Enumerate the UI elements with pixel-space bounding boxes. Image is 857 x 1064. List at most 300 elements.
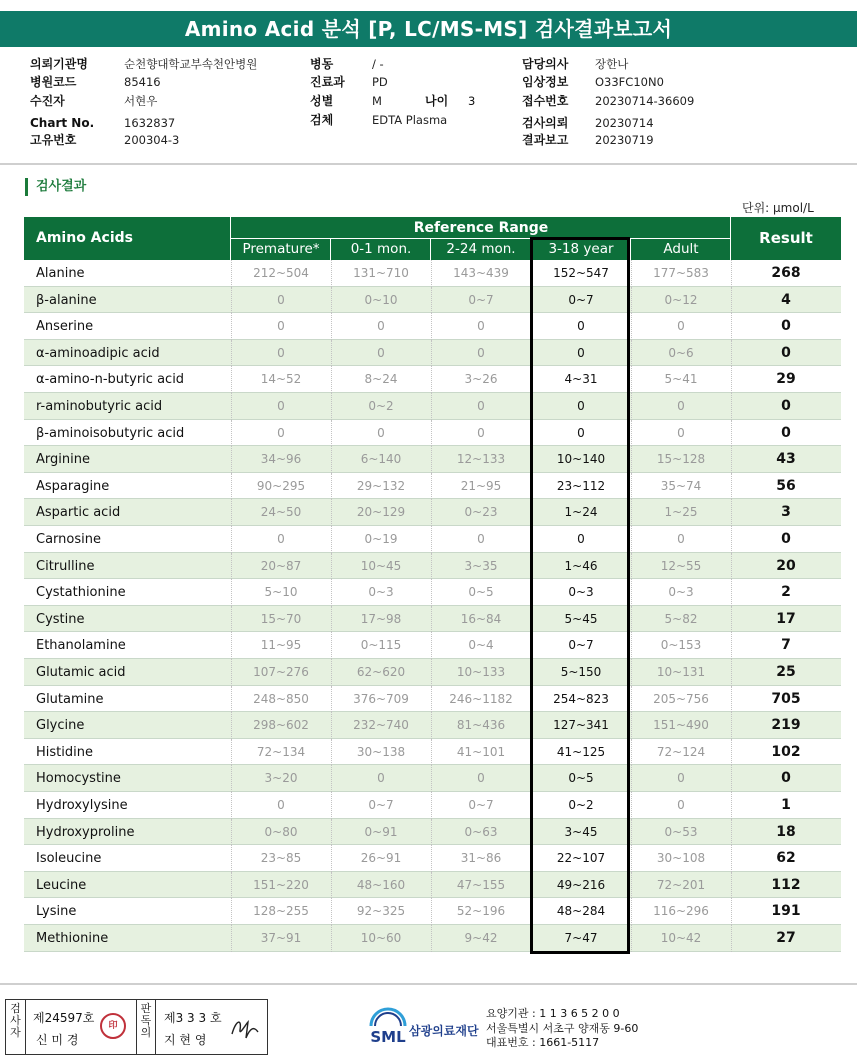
cell-divider xyxy=(631,872,632,899)
cell-divider xyxy=(431,420,432,447)
reference-range-cell: 205~756 xyxy=(653,691,709,706)
amino-acid-name: Asparagine xyxy=(36,478,110,494)
reference-range-cell: 48~284 xyxy=(556,904,606,919)
reference-range-cell: 116~296 xyxy=(653,904,709,919)
cell-divider xyxy=(331,792,332,819)
table-row xyxy=(24,313,841,340)
cell-divider xyxy=(531,393,532,420)
reference-range-cell: 29~132 xyxy=(356,478,406,493)
reference-range-cell: 254~823 xyxy=(553,691,609,706)
header-divider xyxy=(430,238,431,260)
cell-divider xyxy=(531,579,532,606)
age-value: 3 xyxy=(468,94,476,108)
result-value: 20 xyxy=(776,557,796,574)
reference-range-cell: 24~50 xyxy=(260,505,302,520)
cell-divider xyxy=(331,819,332,846)
amino-acid-name: Methionine xyxy=(36,931,109,946)
cell-divider xyxy=(431,473,432,500)
table-row xyxy=(24,393,841,420)
reviewer-name: 지 현 영 xyxy=(164,1033,207,1047)
reference-range-cell: 0~3 xyxy=(368,585,394,600)
amino-acid-name: Aspartic acid xyxy=(36,505,121,521)
cell-divider xyxy=(231,313,232,340)
reference-range-cell: 151~490 xyxy=(653,718,709,733)
reference-range-cell: 298~602 xyxy=(253,718,309,733)
cell-divider xyxy=(331,606,332,633)
cell-divider xyxy=(331,845,332,872)
cell-divider xyxy=(231,792,232,819)
table-row xyxy=(24,686,841,713)
cell-divider xyxy=(231,260,232,287)
reference-range-cell: 41~101 xyxy=(456,744,506,759)
result-value: 1 xyxy=(781,797,791,813)
result-value: 219 xyxy=(771,717,801,734)
cell-divider xyxy=(431,606,432,633)
reference-range-cell: 1~24 xyxy=(564,505,598,520)
result-value: 43 xyxy=(776,451,796,468)
cell-divider xyxy=(631,260,632,287)
header-range-premature: Premature* xyxy=(242,241,320,257)
table-row xyxy=(24,606,841,633)
cell-divider xyxy=(631,739,632,766)
reference-range-cell: 0 xyxy=(277,399,285,413)
reference-range-cell: 3~35 xyxy=(464,558,498,573)
cell-divider xyxy=(431,739,432,766)
reference-range-cell: 0 xyxy=(477,319,485,334)
amino-acid-name: Arginine xyxy=(36,452,90,468)
reference-range-cell: 0~6 xyxy=(668,345,694,360)
cell-divider xyxy=(531,712,532,739)
reference-range-cell: 20~129 xyxy=(356,505,406,520)
table-row xyxy=(24,712,841,739)
amino-acid-name: Hydroxylysine xyxy=(36,798,128,813)
reference-range-cell: 26~91 xyxy=(360,851,402,866)
reference-range-cell: 10~140 xyxy=(556,452,606,467)
table-row xyxy=(24,792,841,819)
header-amino-acids: Amino Acids xyxy=(36,230,133,246)
cell-divider xyxy=(531,260,532,287)
cell-divider xyxy=(231,499,232,526)
reference-range-cell: 23~112 xyxy=(556,478,606,493)
sml-logo-icon xyxy=(365,1006,411,1050)
reference-range-cell: 0~63 xyxy=(464,824,498,839)
cell-divider xyxy=(631,579,632,606)
cell-divider xyxy=(431,499,432,526)
cell-divider xyxy=(231,659,232,686)
reference-range-cell: 0 xyxy=(477,425,485,440)
cell-divider xyxy=(531,819,532,846)
cell-divider xyxy=(331,446,332,473)
cell-divider xyxy=(531,499,532,526)
svg-text:SML: SML xyxy=(370,1028,406,1046)
cell-divider xyxy=(631,765,632,792)
reference-range-cell: 47~155 xyxy=(456,877,506,892)
cell-divider xyxy=(431,819,432,846)
cell-divider xyxy=(431,526,432,553)
reference-range-cell: 0~91 xyxy=(364,824,398,839)
reference-range-cell: 10~45 xyxy=(360,558,402,573)
cell-divider xyxy=(531,659,532,686)
reference-range-cell: 246~1182 xyxy=(449,691,513,706)
cell-divider xyxy=(631,499,632,526)
org-name: 삼광의료재단 xyxy=(409,1024,479,1038)
header-reference-range: Reference Range xyxy=(413,220,549,236)
cell-divider xyxy=(231,686,232,713)
table-row xyxy=(24,287,841,314)
reference-range-cell: 0~7 xyxy=(368,798,394,812)
cell-divider xyxy=(431,845,432,872)
reference-range-cell: 92~325 xyxy=(356,904,406,919)
cell-divider xyxy=(431,553,432,580)
table-row xyxy=(24,553,841,580)
reference-range-cell: 0~7 xyxy=(568,638,594,653)
cell-divider xyxy=(631,526,632,553)
reference-range-cell: 30~138 xyxy=(356,744,406,759)
amino-acid-name: Ethanolamine xyxy=(36,638,126,654)
amino-acid-name: β-aminoisobutyric acid xyxy=(36,425,185,441)
cell-divider xyxy=(331,393,332,420)
cell-divider xyxy=(231,420,232,447)
cell-divider xyxy=(531,473,532,500)
cell-divider xyxy=(631,366,632,393)
reference-range-cell: 10~131 xyxy=(656,665,706,679)
amino-acid-name: Glutamic acid xyxy=(36,665,126,680)
amino-acid-name: Anserine xyxy=(36,319,94,335)
table-row xyxy=(24,340,841,367)
reference-range-cell: 0~5 xyxy=(568,771,594,786)
reference-range-cell: 20~87 xyxy=(260,558,302,573)
reference-range-cell: 0~4 xyxy=(468,638,494,653)
header-divider xyxy=(330,238,331,260)
cell-divider xyxy=(431,366,432,393)
cell-divider xyxy=(231,898,232,925)
result-value: 27 xyxy=(776,930,796,946)
header-range-3-18-year: 3-18 year xyxy=(548,241,614,257)
cell-divider xyxy=(631,712,632,739)
seal-stamp: 印 xyxy=(100,1013,126,1039)
cell-divider xyxy=(231,366,232,393)
reference-range-cell: 0~7 xyxy=(468,292,494,307)
table-row xyxy=(24,526,841,553)
table-row xyxy=(24,819,841,846)
table-row xyxy=(24,420,841,447)
amino-acid-name: Alanine xyxy=(36,266,85,281)
result-value: 0 xyxy=(781,398,791,414)
cell-divider xyxy=(431,659,432,686)
cell-divider xyxy=(531,898,532,925)
reference-range-cell: 152~547 xyxy=(553,266,609,280)
cell-divider xyxy=(231,553,232,580)
result-value: 56 xyxy=(776,477,796,494)
reference-range-cell: 0 xyxy=(277,425,285,440)
reference-range-cell: 107~276 xyxy=(253,665,309,679)
table-row xyxy=(24,739,841,766)
cell-divider xyxy=(231,632,232,659)
result-value: 0 xyxy=(781,424,791,441)
reference-range-cell: 0 xyxy=(577,319,585,334)
cell-divider xyxy=(231,393,232,420)
reference-range-cell: 0 xyxy=(277,345,285,360)
result-value: 2 xyxy=(781,584,791,601)
result-value: 7 xyxy=(781,637,791,654)
reference-range-cell: 0 xyxy=(577,532,585,546)
reference-range-cell: 3~45 xyxy=(564,824,598,839)
reference-range-cell: 0 xyxy=(277,532,285,546)
reference-range-cell: 0~2 xyxy=(368,399,394,413)
reference-range-cell: 30~108 xyxy=(656,851,706,866)
cell-divider xyxy=(231,739,232,766)
reference-range-cell: 21~95 xyxy=(460,478,502,493)
reference-range-cell: 177~583 xyxy=(653,266,709,280)
header-range-adult: Adult xyxy=(663,241,699,257)
table-row xyxy=(24,499,841,526)
reference-range-cell: 0 xyxy=(577,399,585,413)
amino-acid-name: Cystathionine xyxy=(36,585,126,601)
reference-range-cell: 0~3 xyxy=(568,585,594,600)
reference-range-cell: 151~220 xyxy=(253,877,309,892)
reference-range-cell: 0~19 xyxy=(364,532,398,546)
reference-range-cell: 10~42 xyxy=(660,931,702,945)
result-value: 4 xyxy=(781,291,791,308)
cell-divider xyxy=(331,686,332,713)
amino-acid-name: Lysine xyxy=(36,904,77,920)
reference-range-cell: 5~41 xyxy=(664,372,698,387)
cell-divider xyxy=(331,579,332,606)
cell-divider xyxy=(631,340,632,367)
cell-divider xyxy=(331,765,332,792)
cell-divider xyxy=(631,659,632,686)
table-row xyxy=(24,260,841,287)
reference-range-cell: 0~115 xyxy=(360,638,402,653)
signature-mark xyxy=(228,1014,262,1042)
report-title: Amino Acid 분석 [P, LC/MS-MS] 검사결과보고서 xyxy=(0,11,857,47)
cell-divider xyxy=(431,446,432,473)
header-divider xyxy=(231,238,731,239)
reference-range-cell: 62~620 xyxy=(356,665,406,679)
reference-range-cell: 131~710 xyxy=(353,266,409,280)
table-header xyxy=(24,217,841,260)
result-value: 29 xyxy=(776,371,796,388)
cell-divider xyxy=(531,553,532,580)
result-value: 112 xyxy=(771,876,801,893)
cell-divider xyxy=(531,765,532,792)
header-divider xyxy=(630,238,631,260)
reference-range-cell: 0~2 xyxy=(568,798,594,812)
reference-range-cell: 11~95 xyxy=(260,638,302,653)
table-row xyxy=(24,579,841,606)
cell-divider xyxy=(331,260,332,287)
table-row xyxy=(24,366,841,393)
header-result: Result xyxy=(759,229,813,247)
amino-acid-name: Citrulline xyxy=(36,558,95,574)
cell-divider xyxy=(431,393,432,420)
cell-divider xyxy=(431,340,432,367)
result-value: 705 xyxy=(771,690,801,707)
divider xyxy=(0,983,857,985)
reference-range-cell: 5~82 xyxy=(664,611,698,626)
cell-divider xyxy=(231,872,232,899)
reference-range-cell: 15~128 xyxy=(656,452,706,467)
reference-range-cell: 48~160 xyxy=(356,877,406,892)
result-value: 25 xyxy=(776,664,796,680)
cell-divider xyxy=(431,898,432,925)
reference-range-cell: 0~10 xyxy=(364,292,398,307)
cell-divider xyxy=(231,819,232,846)
amino-acid-name: α-amino-n-butyric acid xyxy=(36,372,185,388)
cell-divider xyxy=(331,553,332,580)
cell-divider xyxy=(531,313,532,340)
reference-range-cell: 5~10 xyxy=(264,585,298,600)
cell-divider xyxy=(631,393,632,420)
reference-range-cell: 0~153 xyxy=(660,638,702,653)
reference-range-cell: 0 xyxy=(677,425,685,440)
reference-range-cell: 0~7 xyxy=(568,292,594,307)
cell-divider xyxy=(431,579,432,606)
reference-range-cell: 4~31 xyxy=(564,372,598,387)
cell-divider xyxy=(431,632,432,659)
cell-divider xyxy=(631,819,632,846)
amino-acid-name: Carnosine xyxy=(36,532,101,547)
reference-range-cell: 1~25 xyxy=(664,505,698,520)
org-info-line: 대표번호 : 1661-5117 xyxy=(486,1036,600,1049)
reference-range-cell: 10~60 xyxy=(360,931,402,945)
reference-range-cell: 41~125 xyxy=(556,744,606,759)
cell-divider xyxy=(331,499,332,526)
table-row xyxy=(24,845,841,872)
table-row xyxy=(24,925,841,952)
cell-divider xyxy=(331,739,332,766)
reference-range-cell: 72~134 xyxy=(256,744,306,759)
reference-range-cell: 7~47 xyxy=(564,931,598,945)
reviewer-license-no: 제3 3 3 호 xyxy=(164,1011,222,1025)
table-row xyxy=(24,473,841,500)
reference-range-cell: 376~709 xyxy=(353,691,409,706)
header-range-0-1-mon: 0-1 mon. xyxy=(350,241,412,257)
cell-divider xyxy=(531,925,532,952)
cell-divider xyxy=(331,659,332,686)
result-value: 18 xyxy=(776,823,796,840)
cell-divider xyxy=(231,606,232,633)
tester-label: 검사자 xyxy=(6,1000,26,1054)
header-divider xyxy=(230,217,231,260)
reference-range-cell: 52~196 xyxy=(456,904,506,919)
cell-divider xyxy=(631,686,632,713)
cell-divider xyxy=(531,872,532,899)
cell-divider xyxy=(431,765,432,792)
cell-divider xyxy=(431,287,432,314)
reference-range-cell: 0~53 xyxy=(664,824,698,839)
cell-divider xyxy=(531,420,532,447)
reference-range-cell: 232~740 xyxy=(353,718,409,733)
reference-range-cell: 0 xyxy=(677,319,685,334)
reference-range-cell: 90~295 xyxy=(256,478,306,493)
header-divider xyxy=(730,217,731,260)
cell-divider xyxy=(331,712,332,739)
cell-divider xyxy=(431,260,432,287)
reference-range-cell: 9~42 xyxy=(464,931,498,945)
reference-range-cell: 14~52 xyxy=(260,372,302,387)
cell-divider xyxy=(531,606,532,633)
cell-divider xyxy=(631,313,632,340)
tester-name: 신 미 경 xyxy=(36,1033,79,1047)
cell-divider xyxy=(531,845,532,872)
reference-range-cell: 5~150 xyxy=(560,665,602,679)
amino-acid-name: r-aminobutyric acid xyxy=(36,399,163,414)
reference-range-cell: 0 xyxy=(277,798,285,812)
table-row xyxy=(24,872,841,899)
cell-divider xyxy=(231,925,232,952)
cell-divider xyxy=(531,340,532,367)
cell-divider xyxy=(231,526,232,553)
reference-range-cell: 10~133 xyxy=(456,665,506,679)
header-divider xyxy=(530,238,531,260)
cell-divider xyxy=(531,792,532,819)
reference-range-cell: 72~201 xyxy=(656,877,706,892)
cell-divider xyxy=(631,606,632,633)
table-row xyxy=(24,446,841,473)
cell-divider xyxy=(231,712,232,739)
reference-range-cell: 0 xyxy=(477,771,485,786)
cell-divider xyxy=(531,526,532,553)
reference-range-cell: 0 xyxy=(677,771,685,786)
amino-acid-name: Glutamine xyxy=(36,691,104,707)
cell-divider xyxy=(331,473,332,500)
reference-range-cell: 22~107 xyxy=(556,851,606,866)
reference-range-cell: 81~436 xyxy=(456,718,506,733)
result-value: 0 xyxy=(781,318,791,335)
cell-divider xyxy=(431,313,432,340)
reference-range-cell: 0 xyxy=(677,798,685,812)
cell-divider xyxy=(331,287,332,314)
reference-range-cell: 0 xyxy=(377,345,385,360)
reference-range-cell: 0 xyxy=(677,399,685,413)
cell-divider xyxy=(331,420,332,447)
reference-range-cell: 31~86 xyxy=(460,851,502,866)
table-row xyxy=(24,898,841,925)
reference-range-cell: 0 xyxy=(277,292,285,307)
divider xyxy=(0,163,857,165)
amino-acid-name: Cystine xyxy=(36,611,85,627)
cell-divider xyxy=(531,632,532,659)
reference-range-cell: 0 xyxy=(577,345,585,360)
cell-divider xyxy=(631,792,632,819)
age-label: 나이 xyxy=(425,94,449,108)
cell-divider xyxy=(331,872,332,899)
result-value: 0 xyxy=(781,531,791,547)
result-value: 191 xyxy=(771,903,801,920)
cell-divider xyxy=(631,925,632,952)
tester-license-no: 제24597호 xyxy=(33,1011,95,1025)
table-row xyxy=(24,659,841,686)
cell-divider xyxy=(231,765,232,792)
cell-divider xyxy=(231,446,232,473)
result-value: 102 xyxy=(771,743,801,760)
cell-divider xyxy=(631,845,632,872)
reference-range-cell: 0 xyxy=(677,532,685,546)
reference-range-cell: 1~46 xyxy=(564,558,598,573)
result-value: 0 xyxy=(781,344,791,361)
reference-range-cell: 23~85 xyxy=(260,851,302,866)
cell-divider xyxy=(331,313,332,340)
cell-divider xyxy=(531,446,532,473)
reference-range-cell: 0~7 xyxy=(468,798,494,812)
amino-acid-name: Homocystine xyxy=(36,771,121,787)
result-value: 3 xyxy=(781,504,791,521)
reference-range-cell: 0 xyxy=(477,532,485,546)
reference-range-cell: 127~341 xyxy=(553,718,609,733)
reference-range-cell: 72~124 xyxy=(656,744,706,759)
reference-range-cell: 17~98 xyxy=(360,611,402,626)
